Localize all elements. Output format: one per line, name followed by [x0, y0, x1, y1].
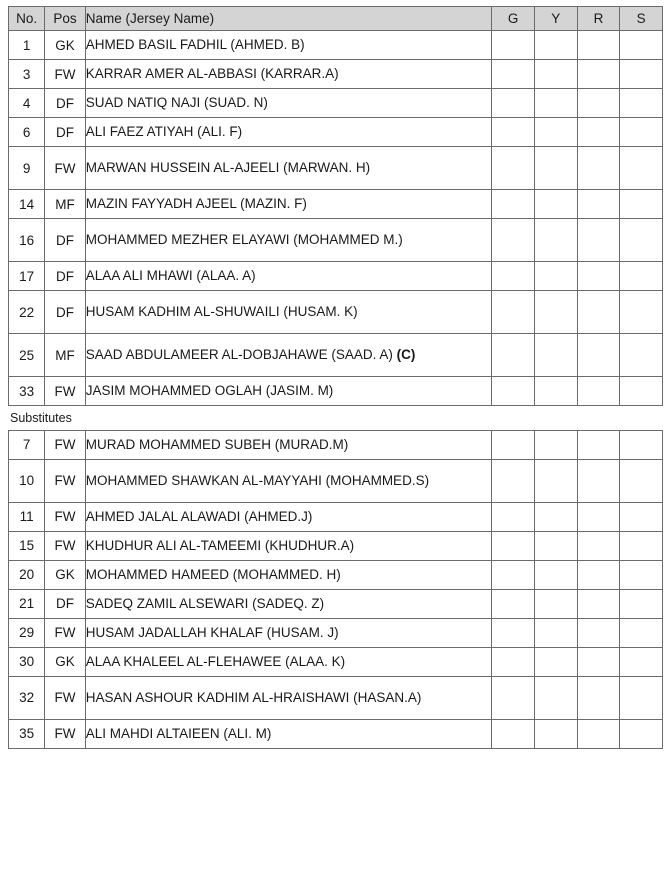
- player-yellow-cards-cell: [534, 334, 577, 377]
- player-red-cards-cell: [577, 219, 620, 262]
- player-substitution-cell: [620, 190, 663, 219]
- player-number: 10: [9, 459, 45, 502]
- column-header-red: R: [577, 7, 620, 31]
- player-position: FW: [45, 502, 86, 531]
- player-yellow-cards-cell: [534, 147, 577, 190]
- player-name: MOHAMMED HAMEED (MOHAMMED. H): [85, 560, 491, 589]
- player-goals-cell: [492, 291, 535, 334]
- player-yellow-cards-cell: [534, 676, 577, 719]
- player-substitution-cell: [620, 291, 663, 334]
- player-goals-cell: [492, 262, 535, 291]
- player-number: 16: [9, 219, 45, 262]
- player-yellow-cards-cell: [534, 31, 577, 60]
- table-row: [9, 60, 663, 89]
- table-row: [9, 531, 663, 560]
- player-red-cards-cell: [577, 459, 620, 502]
- player-red-cards-cell: [577, 60, 620, 89]
- player-red-cards-cell: [577, 334, 620, 377]
- player-yellow-cards-cell: [534, 291, 577, 334]
- player-number: 7: [9, 430, 45, 459]
- player-position: DF: [45, 291, 86, 334]
- player-red-cards-cell: [577, 719, 620, 748]
- player-yellow-cards-cell: [534, 502, 577, 531]
- player-red-cards-cell: [577, 147, 620, 190]
- player-goals-cell: [492, 190, 535, 219]
- player-red-cards-cell: [577, 502, 620, 531]
- table-row: [9, 589, 663, 618]
- player-name: JASIM MOHAMMED OGLAH (JASIM. M): [85, 377, 491, 406]
- player-position: FW: [45, 719, 86, 748]
- player-name: ALI FAEZ ATIYAH (ALI. F): [85, 118, 491, 147]
- player-number: 11: [9, 502, 45, 531]
- table-header-row: [9, 7, 663, 31]
- player-goals-cell: [492, 459, 535, 502]
- table-row: [9, 219, 663, 262]
- player-name: HUSAM KADHIM AL-SHUWAILI (HUSAM. K): [85, 291, 491, 334]
- player-position: GK: [45, 560, 86, 589]
- player-number: 22: [9, 291, 45, 334]
- player-goals-cell: [492, 589, 535, 618]
- player-position: DF: [45, 589, 86, 618]
- table-row: [9, 502, 663, 531]
- player-goals-cell: [492, 89, 535, 118]
- player-red-cards-cell: [577, 560, 620, 589]
- table-row: [9, 291, 663, 334]
- player-number: 9: [9, 147, 45, 190]
- player-position: FW: [45, 676, 86, 719]
- table-row: [9, 147, 663, 190]
- column-header-name: Name (Jersey Name): [85, 7, 491, 31]
- player-number: 6: [9, 118, 45, 147]
- player-goals-cell: [492, 31, 535, 60]
- player-yellow-cards-cell: [534, 459, 577, 502]
- player-red-cards-cell: [577, 262, 620, 291]
- player-name: AHMED BASIL FADHIL (AHMED. B): [85, 31, 491, 60]
- player-number: 30: [9, 647, 45, 676]
- player-yellow-cards-cell: [534, 589, 577, 618]
- player-yellow-cards-cell: [534, 377, 577, 406]
- player-yellow-cards-cell: [534, 262, 577, 291]
- player-name: MURAD MOHAMMED SUBEH (MURAD.M): [85, 430, 491, 459]
- player-substitution-cell: [620, 647, 663, 676]
- table-row: [9, 719, 663, 748]
- column-header-number: No.: [9, 7, 45, 31]
- player-position: DF: [45, 219, 86, 262]
- player-yellow-cards-cell: [534, 60, 577, 89]
- substitutes-label: Substitutes: [10, 411, 72, 425]
- player-yellow-cards-cell: [534, 118, 577, 147]
- table-row: [9, 676, 663, 719]
- player-number: 21: [9, 589, 45, 618]
- player-substitution-cell: [620, 334, 663, 377]
- table-row: [9, 31, 663, 60]
- player-name: MOHAMMED MEZHER ELAYAWI (MOHAMMED M.): [85, 219, 491, 262]
- player-name: SUAD NATIQ NAJI (SUAD. N): [85, 89, 491, 118]
- player-substitution-cell: [620, 459, 663, 502]
- player-position: FW: [45, 377, 86, 406]
- player-red-cards-cell: [577, 618, 620, 647]
- table-row: [9, 262, 663, 291]
- table-row: [9, 89, 663, 118]
- player-goals-cell: [492, 219, 535, 262]
- player-name: SAAD ABDULAMEER AL-DOBJAHAWE (SAAD. A) (C): [85, 334, 491, 377]
- table-row: [9, 618, 663, 647]
- player-position: DF: [45, 89, 86, 118]
- player-substitution-cell: [620, 589, 663, 618]
- substitutes-table: [8, 430, 663, 749]
- player-name: MAZIN FAYYADH AJEEL (MAZIN. F): [85, 190, 491, 219]
- player-number: 25: [9, 334, 45, 377]
- player-yellow-cards-cell: [534, 219, 577, 262]
- player-position: FW: [45, 618, 86, 647]
- player-goals-cell: [492, 60, 535, 89]
- player-substitution-cell: [620, 89, 663, 118]
- player-number: 17: [9, 262, 45, 291]
- player-goals-cell: [492, 560, 535, 589]
- player-goals-cell: [492, 147, 535, 190]
- player-red-cards-cell: [577, 647, 620, 676]
- player-name: AHMED JALAL ALAWADI (AHMED.J): [85, 502, 491, 531]
- table-row: [9, 647, 663, 676]
- player-substitution-cell: [620, 676, 663, 719]
- player-goals-cell: [492, 377, 535, 406]
- player-goals-cell: [492, 334, 535, 377]
- column-header-position: Pos: [45, 7, 86, 31]
- player-position: FW: [45, 430, 86, 459]
- table-row: [9, 118, 663, 147]
- player-substitution-cell: [620, 560, 663, 589]
- table-row: [9, 190, 663, 219]
- table-row: [9, 430, 663, 459]
- player-substitution-cell: [620, 502, 663, 531]
- player-number: 29: [9, 618, 45, 647]
- player-goals-cell: [492, 430, 535, 459]
- table-row: [9, 560, 663, 589]
- player-yellow-cards-cell: [534, 430, 577, 459]
- table-row: [9, 334, 663, 377]
- player-substitution-cell: [620, 430, 663, 459]
- player-name: MARWAN HUSSEIN AL-AJEELI (MARWAN. H): [85, 147, 491, 190]
- player-yellow-cards-cell: [534, 89, 577, 118]
- starters-table: [8, 6, 663, 406]
- player-substitution-cell: [620, 60, 663, 89]
- player-name: HUSAM JADALLAH KHALAF (HUSAM. J): [85, 618, 491, 647]
- player-position: FW: [45, 459, 86, 502]
- player-name: ALAA ALI MHAWI (ALAA. A): [85, 262, 491, 291]
- captain-mark: (C): [392, 347, 416, 363]
- player-goals-cell: [492, 676, 535, 719]
- player-red-cards-cell: [577, 589, 620, 618]
- player-goals-cell: [492, 531, 535, 560]
- player-number: 4: [9, 89, 45, 118]
- column-header-goals: G: [492, 7, 535, 31]
- player-position: GK: [45, 647, 86, 676]
- player-yellow-cards-cell: [534, 531, 577, 560]
- player-number: 32: [9, 676, 45, 719]
- player-number: 14: [9, 190, 45, 219]
- player-red-cards-cell: [577, 190, 620, 219]
- player-yellow-cards-cell: [534, 647, 577, 676]
- player-yellow-cards-cell: [534, 618, 577, 647]
- player-yellow-cards-cell: [534, 719, 577, 748]
- player-goals-cell: [492, 118, 535, 147]
- column-header-yellow: Y: [534, 7, 577, 31]
- player-number: 3: [9, 60, 45, 89]
- player-position: MF: [45, 334, 86, 377]
- player-substitution-cell: [620, 377, 663, 406]
- player-substitution-cell: [620, 147, 663, 190]
- player-substitution-cell: [620, 618, 663, 647]
- player-red-cards-cell: [577, 291, 620, 334]
- table-row: [9, 377, 663, 406]
- player-name: KARRAR AMER AL-ABBASI (KARRAR.A): [85, 60, 491, 89]
- player-position: FW: [45, 60, 86, 89]
- player-substitution-cell: [620, 262, 663, 291]
- player-red-cards-cell: [577, 531, 620, 560]
- player-position: FW: [45, 531, 86, 560]
- player-yellow-cards-cell: [534, 560, 577, 589]
- player-red-cards-cell: [577, 89, 620, 118]
- player-number: 15: [9, 531, 45, 560]
- player-red-cards-cell: [577, 31, 620, 60]
- player-red-cards-cell: [577, 430, 620, 459]
- player-red-cards-cell: [577, 377, 620, 406]
- player-position: MF: [45, 190, 86, 219]
- player-red-cards-cell: [577, 118, 620, 147]
- player-goals-cell: [492, 719, 535, 748]
- column-header-sub: S: [620, 7, 663, 31]
- player-substitution-cell: [620, 31, 663, 60]
- player-yellow-cards-cell: [534, 190, 577, 219]
- player-name: MOHAMMED SHAWKAN AL-MAYYAHI (MOHAMMED.S): [85, 459, 491, 502]
- player-substitution-cell: [620, 219, 663, 262]
- player-name: ALI MAHDI ALTAIEEN (ALI. M): [85, 719, 491, 748]
- player-position: DF: [45, 262, 86, 291]
- player-goals-cell: [492, 618, 535, 647]
- player-number: 1: [9, 31, 45, 60]
- player-red-cards-cell: [577, 676, 620, 719]
- player-position: GK: [45, 31, 86, 60]
- table-row: [9, 459, 663, 502]
- player-number: 20: [9, 560, 45, 589]
- player-number: 35: [9, 719, 45, 748]
- player-substitution-cell: [620, 531, 663, 560]
- player-substitution-cell: [620, 118, 663, 147]
- player-name: KHUDHUR ALI AL-TAMEEMI (KHUDHUR.A): [85, 531, 491, 560]
- player-goals-cell: [492, 502, 535, 531]
- player-position: FW: [45, 147, 86, 190]
- player-name: SADEQ ZAMIL ALSEWARI (SADEQ. Z): [85, 589, 491, 618]
- player-position: DF: [45, 118, 86, 147]
- player-goals-cell: [492, 647, 535, 676]
- player-name: HASAN ASHOUR KADHIM AL-HRAISHAWI (HASAN.A): [85, 676, 491, 719]
- player-substitution-cell: [620, 719, 663, 748]
- player-number: 33: [9, 377, 45, 406]
- player-name: ALAA KHALEEL AL-FLEHAWEE (ALAA. K): [85, 647, 491, 676]
